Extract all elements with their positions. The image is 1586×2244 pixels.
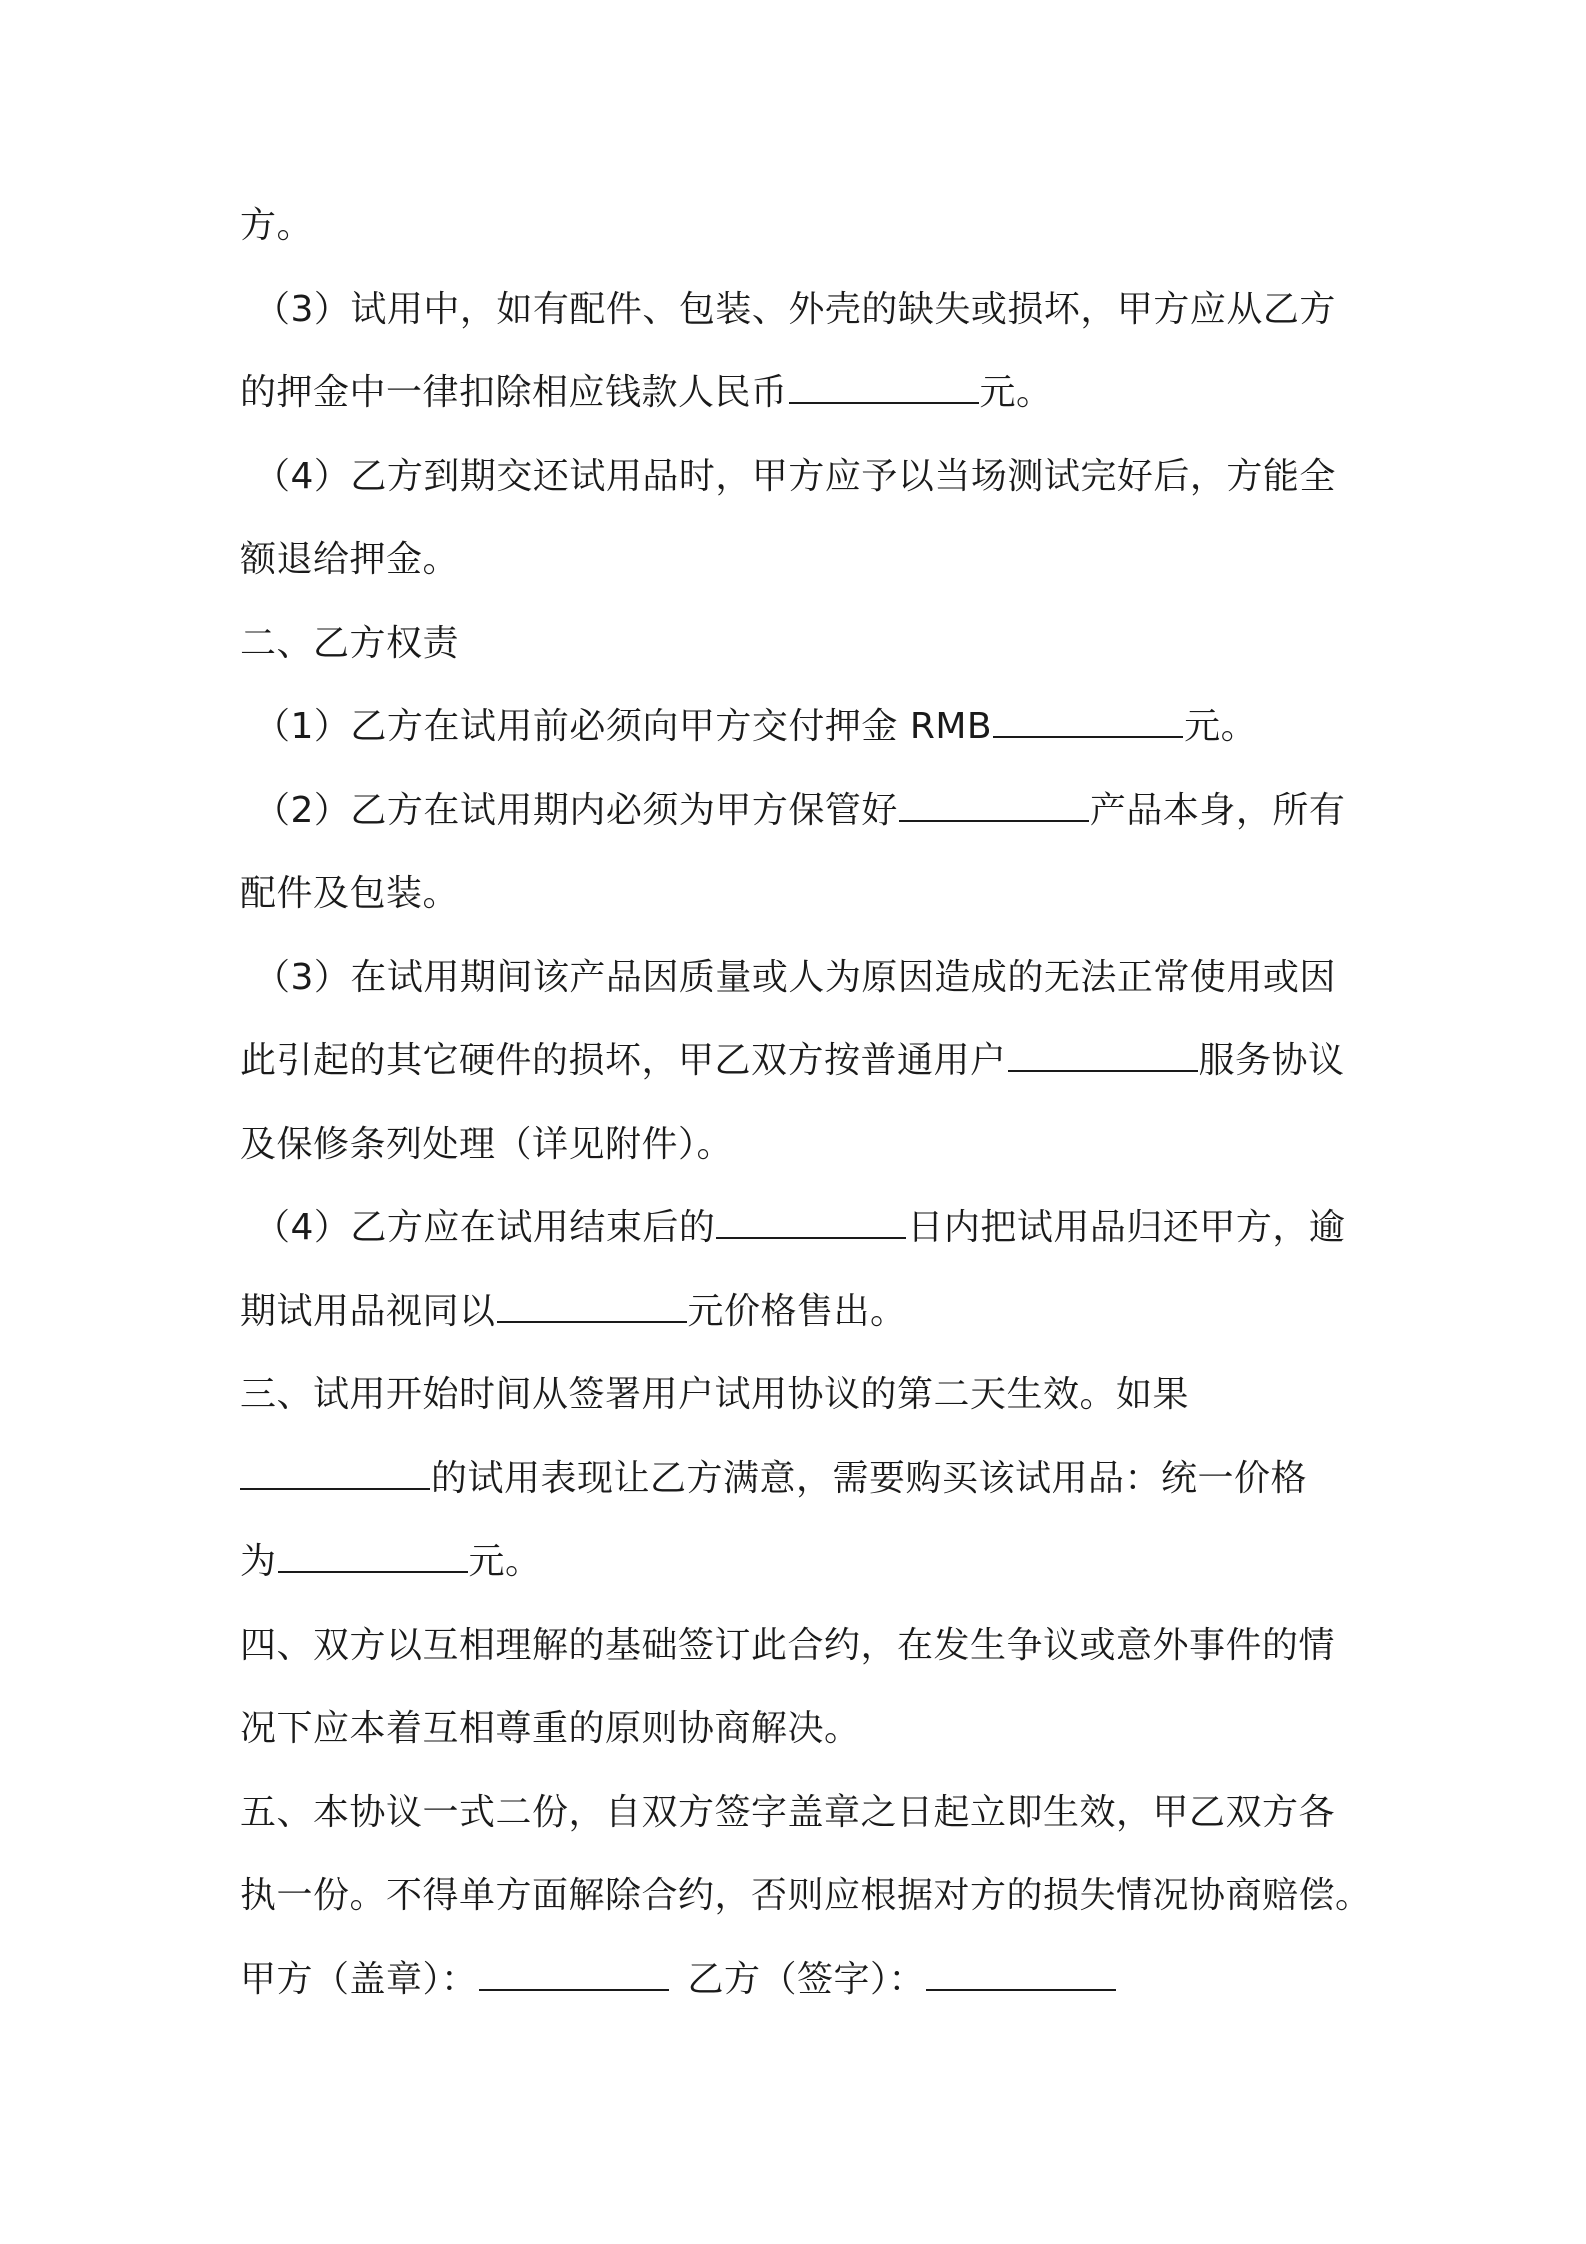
text-line xyxy=(240,1699,1350,1783)
line-text: 产品本身，所有 xyxy=(1089,789,1346,831)
text-line xyxy=(240,1449,1350,1533)
line-text: （3）在试用期间该产品因质量或人为原因造成的无法正常使用或因 xyxy=(254,956,1336,998)
clause-4-a xyxy=(240,447,1350,531)
section-title: 二、乙方权责 xyxy=(240,622,460,664)
line-text: 服务协议 xyxy=(1198,1040,1345,1081)
party-a-seal-label: 甲方（盖章）： xyxy=(240,1958,478,2000)
text-line xyxy=(240,1031,1350,1115)
line-text: （4）乙方应在试用结束后的 xyxy=(254,1207,716,1248)
clause-3-a xyxy=(240,280,1350,364)
line-text: （2）乙方在试用期内必须为甲方保管好 xyxy=(254,789,898,831)
text-line xyxy=(240,1532,1350,1616)
text-line xyxy=(240,864,1350,948)
line-text: （4）乙方到期交还试用品时，甲方应予以当场测试完好后，方能全 xyxy=(254,455,1336,497)
fill-blank-return-days[interactable] xyxy=(716,1203,906,1239)
clause-b4 xyxy=(240,1198,1350,1282)
text-line xyxy=(240,363,1350,447)
line-text: 此引起的其它硬件的损坏，甲乙双方按普通用户 xyxy=(240,1040,1007,1081)
line-text: 为 xyxy=(240,1541,277,1582)
line-text: 元。 xyxy=(1184,706,1258,747)
fill-blank-trial-product[interactable] xyxy=(240,1454,430,1490)
line-text: 元价格售出。 xyxy=(687,1290,907,1332)
party-b-sign-label: 乙方（签字）： xyxy=(687,1958,926,2000)
section-4 xyxy=(240,1616,1350,1700)
line-text: 配件及包装。 xyxy=(240,873,460,914)
line-text: 四、双方以互相理解的基础签订此合约，在发生争议或意外事件的情 xyxy=(240,1624,1336,1666)
line-text: （3）试用中，如有配件、包装、外壳的缺失或损坏，甲方应从乙方 xyxy=(254,288,1336,330)
party-a-seal-field[interactable] xyxy=(479,1955,669,1991)
clause-b2 xyxy=(240,781,1350,865)
section-3 xyxy=(240,1365,1350,1449)
clause-b3 xyxy=(240,948,1350,1032)
line-text: 方。 xyxy=(240,205,314,246)
line-text: 及保修条列处理（详见附件）。 xyxy=(240,1123,734,1165)
text-line xyxy=(240,1282,1350,1366)
line-text: （1）乙方在试用前必须向甲方交付押金 RMB xyxy=(254,706,993,747)
line-text: 执一份。不得单方面解除合约，否则应根据对方的损失情况协商赔偿。 xyxy=(240,1875,1372,1916)
line-text: 日内把试用品归还甲方，逾 xyxy=(907,1207,1346,1248)
line-text: 的试用表现让乙方满意，需要购买该试用品：统一价格 xyxy=(431,1457,1308,1499)
text-line xyxy=(240,1866,1372,1950)
party-b-sign-field[interactable] xyxy=(926,1955,1116,1991)
fill-blank-deduction-amount[interactable] xyxy=(789,368,979,404)
clause-b1 xyxy=(240,697,1350,781)
line-text: 三、试用开始时间从签署用户试用协议的第二天生效。如果 xyxy=(240,1374,1190,1415)
section-5 xyxy=(240,1783,1350,1867)
line-text: 况下应本着互相尊重的原则协商解决。 xyxy=(240,1708,861,1749)
line-text: 额退给押金。 xyxy=(240,539,460,580)
fill-blank-deposit-rmb[interactable] xyxy=(993,702,1183,738)
fill-blank-product-name[interactable] xyxy=(899,786,1089,822)
document-body xyxy=(240,196,1372,2033)
line-text: 五、本协议一式二份，自双方签字盖章之日起立即生效，甲乙双方各 xyxy=(240,1791,1336,1833)
text-line xyxy=(240,196,1350,280)
fill-blank-unified-price[interactable] xyxy=(278,1537,468,1573)
line-text: 期试用品视同以 xyxy=(240,1290,496,1332)
fill-blank-service-agreement[interactable] xyxy=(1008,1036,1198,1072)
fill-blank-overdue-price[interactable] xyxy=(497,1287,687,1323)
signature-line xyxy=(240,1950,1350,2034)
line-text: 元。 xyxy=(979,372,1053,413)
section-heading-2 xyxy=(240,614,1350,698)
line-text: 元。 xyxy=(468,1541,542,1582)
line-text: 的押金中一律扣除相应钱款人民币 xyxy=(240,372,788,413)
text-line xyxy=(240,530,1350,614)
text-line xyxy=(240,1115,1350,1199)
